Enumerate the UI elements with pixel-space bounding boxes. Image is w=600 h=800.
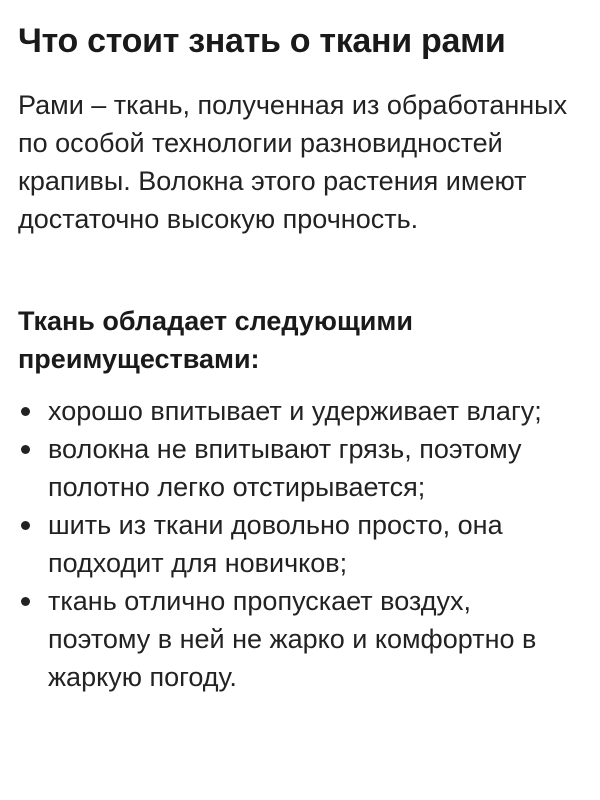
benefits-heading: Ткань обладает следующими преимуществами: bbox=[18, 306, 413, 374]
list-item bbox=[18, 582, 578, 696]
list-item-text: волокна не впитывают грязь, поэтому полотно легко отстирывается; bbox=[48, 434, 522, 502]
benefits-list bbox=[18, 392, 578, 696]
list-item bbox=[18, 392, 578, 430]
article-title: Что стоит знать о ткани рами bbox=[18, 22, 506, 60]
bullet-icon bbox=[21, 445, 30, 454]
list-item-text: ткань отлично пропускает воздух, поэтому в ней не жарко и комфортно в жаркую погоду. bbox=[48, 586, 537, 692]
list-item-text: хорошо впитывает и удерживает влагу; bbox=[48, 396, 542, 426]
bullet-icon bbox=[21, 521, 30, 530]
bullet-icon bbox=[21, 597, 30, 606]
list-item bbox=[18, 506, 578, 582]
intro-paragraph: Рами – ткань, полученная из обработанных по особой технологии разновидностей крапивы. Волокна этого растения имеют достаточно высокую прочность. bbox=[18, 90, 568, 234]
next-paragraph-cutoff bbox=[18, 786, 578, 800]
list-item bbox=[18, 430, 578, 506]
list-item-text: шить из ткани довольно просто, она подходит для новичков; bbox=[48, 510, 503, 578]
bullet-icon bbox=[21, 407, 30, 416]
